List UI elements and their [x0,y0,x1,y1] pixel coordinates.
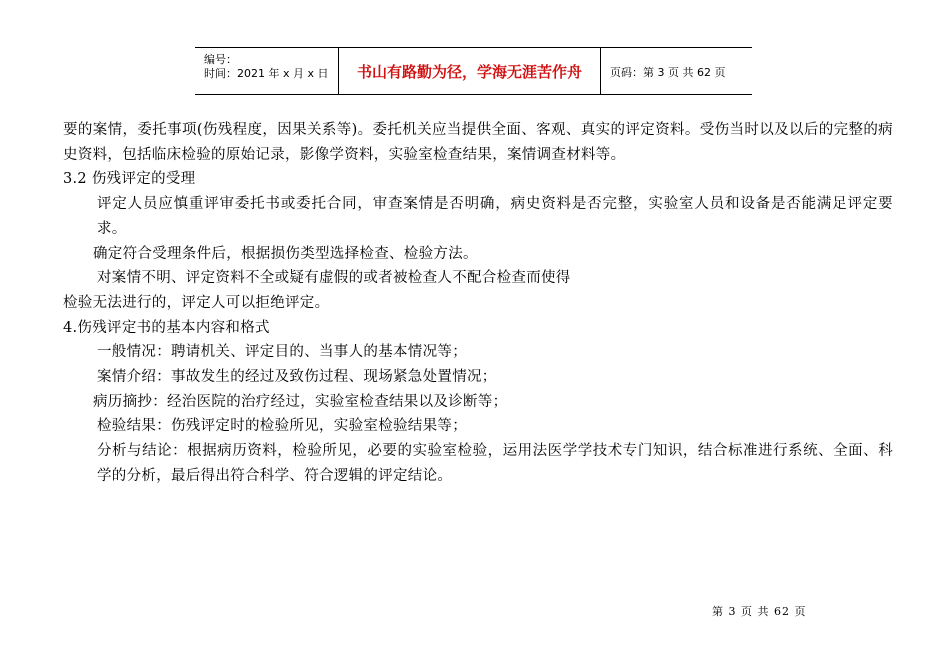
paragraph-review-commission: 评定人员应慎重评审委托书或委托合同，审查案情是否明确，病史资料是否完整，实验室人员和设备是否能满足评定要求。 [97,196,893,237]
item-general-info: 一般情况：聘请机关、评定目的、当事人的基本情况等； [97,344,467,361]
item-case-introduction: 案情介绍：事故发生的经过及致伤过程、现场紧急处置情况； [97,369,497,386]
document-number-label: 编号： [204,53,237,66]
header-motto: 书山有路勤为径，学海无涯苦作舟 [339,48,601,94]
document-body [63,118,893,489]
document-date: 时间：2021 年 x 月 x 日 [204,67,329,80]
header-page-code: 页码：第 3 页 共 62 页 [610,66,726,79]
section-heading-4: 4.伤残评定书的基本内容和格式 [63,319,270,336]
page-footer: 第 3 页 共 62 页 [712,605,807,618]
section-heading-3-2: 3.2 伤残评定的受理 [63,171,196,188]
header-meta [195,48,339,94]
item-analysis-conclusion: 分析与结论：根据病历资料，检验所见，必要的实验室检验，运用法医学学技术专门知识，结合标准进行系统、全面、科学的分析，最后得出符合科学、符合逻辑的评定结论。 [97,443,893,484]
paragraph-refusal-conclusion: 检验无法进行的，评定人可以拒绝评定。 [63,294,330,311]
paragraph-case-materials: 要的案情，委托事项(伤残程度，因果关系等)。委托机关应当提供全面、客观、真实的评定资料。受伤当时以及以后的完整的病史资料，包括临床检验的原始记录，影像学资料，实验室检查结果，案情调查材料等。 [63,122,893,163]
paragraph-acceptance-conditions: 确定符合受理条件后，根据损伤类型选择检查、检验方法。 [93,245,478,262]
item-medical-record-excerpt: 病历摘抄：经治医院的治疗经过，实验室检查结果以及诊断等； [93,393,508,410]
paragraph-refusal-conditions: 对案情不明、评定资料不全或疑有虚假的或者被检查人不配合检查而使得 [97,270,571,287]
document-header [195,47,752,95]
item-examination-results: 检验结果：伤残评定时的检验所见，实验室检验结果等； [97,418,467,435]
